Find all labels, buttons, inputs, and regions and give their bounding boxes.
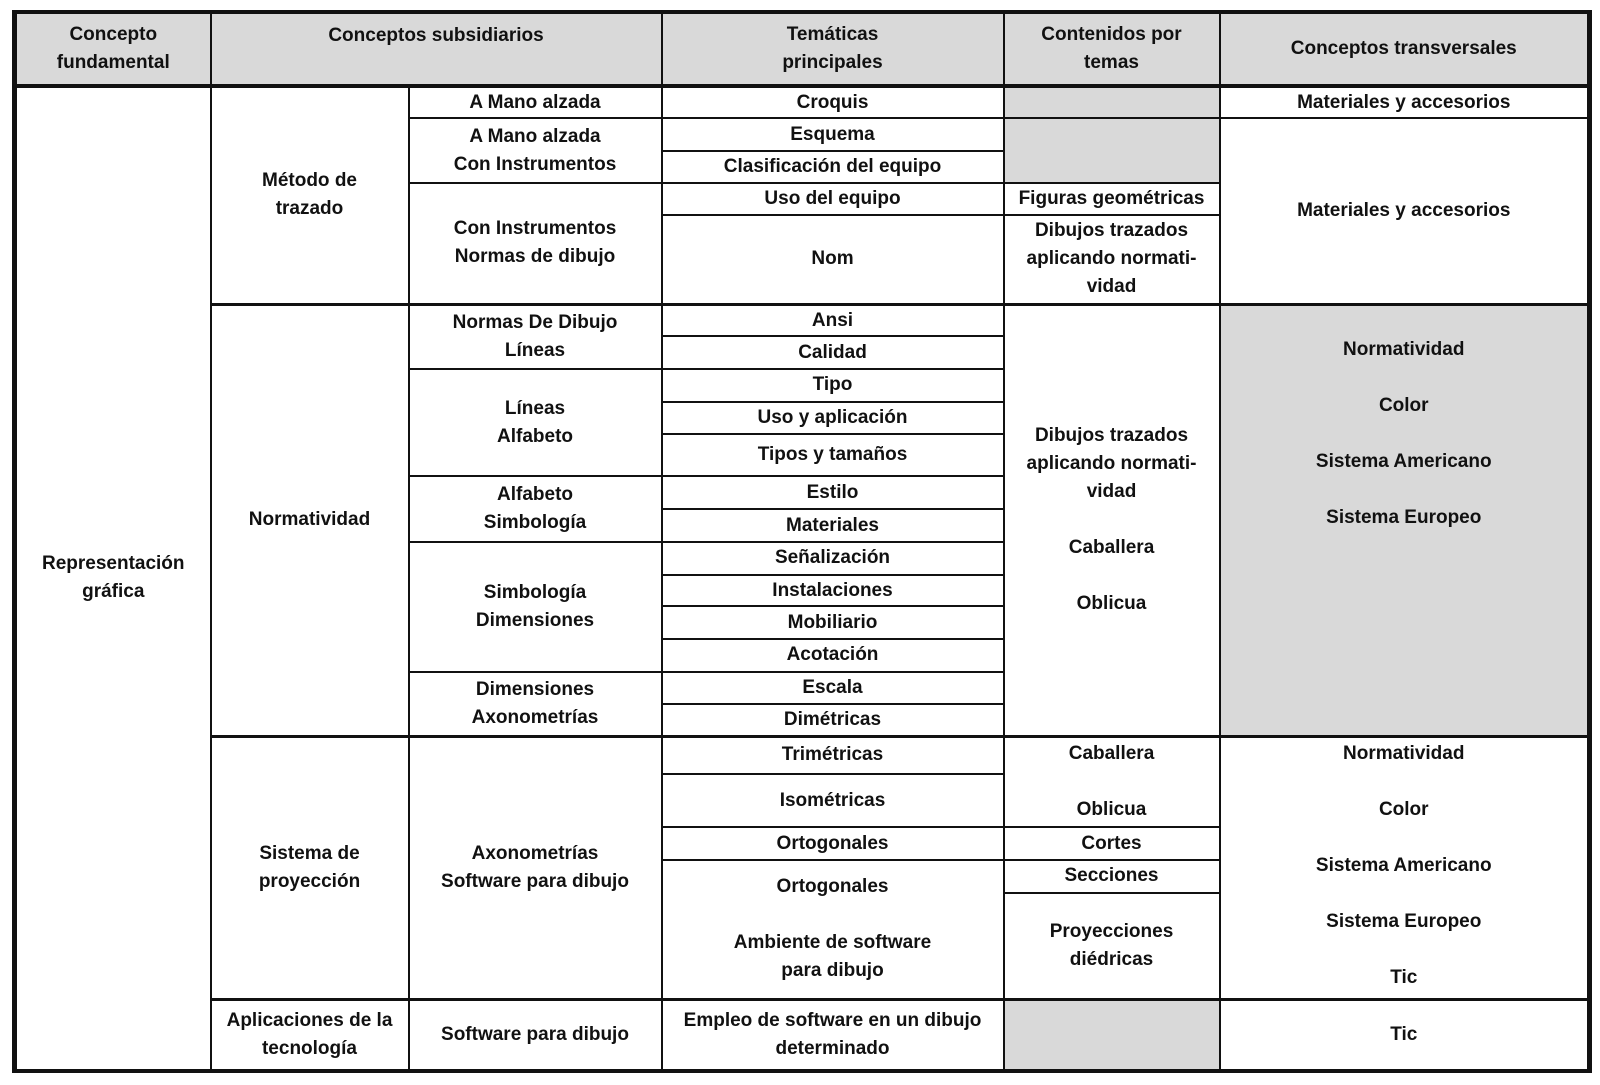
- tematica-cell: Estilo: [662, 476, 1004, 509]
- subsidiario-cell: A Mano alzada Con Instrumentos: [409, 118, 662, 182]
- subsidiario-cell: Alfabeto Simbología: [409, 476, 662, 541]
- tematica-cell: Escala: [662, 672, 1004, 704]
- tematica-cell: Tipos y tamaños: [662, 434, 1004, 477]
- tematica-cell: Uso y aplicación: [662, 402, 1004, 434]
- tematica-cell: Señalización: [662, 542, 1004, 575]
- subsidiario-cell: Simbología Dimensiones: [409, 542, 662, 672]
- subsidiario-cell: Software para dibujo: [409, 999, 662, 1071]
- empty-contenido-cell: [1004, 86, 1220, 119]
- tematica-cell: Calidad: [662, 336, 1004, 369]
- subsidiario-cell: Axonometrías Software para dibujo: [409, 736, 662, 999]
- contenido-cell: Secciones: [1004, 860, 1220, 893]
- tematica-cell: Empleo de software en un dibujo determinado: [662, 999, 1004, 1071]
- contenido-cell: Proyecciones diédricas: [1004, 893, 1220, 999]
- tematica-cell: Croquis: [662, 86, 1004, 119]
- concepto-fundamental-cell: Representación gráfica: [15, 86, 211, 1071]
- subsidiario-cell: Con Instrumentos Normas de dibujo: [409, 183, 662, 305]
- transversal-cell: Tic: [1220, 999, 1590, 1071]
- group-normatividad: Normatividad: [211, 305, 409, 737]
- empty-contenido-cell: [1004, 999, 1220, 1071]
- tematica-cell: Acotación: [662, 639, 1004, 672]
- header-contenidos-por-temas: Contenidos por temas: [1004, 12, 1220, 86]
- tematica-cell: Materiales: [662, 509, 1004, 542]
- tematica-cell: Mobiliario: [662, 606, 1004, 639]
- tematica-cell: Ortogonales Ambiente de software para dibujo: [662, 860, 1004, 999]
- header-tematicas-principales: Temáticas principales: [662, 12, 1004, 86]
- empty-contenido-cell: [1004, 118, 1220, 182]
- header-row: [15, 12, 1590, 86]
- header-concepto-fundamental: Concepto fundamental: [15, 12, 211, 86]
- group-metodo-de-trazado: Método de trazado: [211, 86, 409, 305]
- tematica-cell: Clasificación del equipo: [662, 151, 1004, 183]
- contenido-cell: Dibujos trazados aplicando normati- vidad Caballera Oblicua: [1004, 305, 1220, 737]
- tematica-cell: Isométricas: [662, 774, 1004, 827]
- transversal-cell: Normatividad Color Sistema Americano Sistema Europeo: [1220, 305, 1590, 737]
- group-sistema-de-proyeccion: Sistema de proyección: [211, 736, 409, 999]
- transversal-cell: Normatividad Color Sistema Americano Sistema Europeo Tic: [1220, 736, 1590, 999]
- tematica-cell: Ansi: [662, 305, 1004, 337]
- contenido-cell: Figuras geométricas: [1004, 183, 1220, 215]
- header-conceptos-transversales: Conceptos transversales: [1220, 12, 1590, 86]
- contenido-cell: Cortes: [1004, 827, 1220, 860]
- header-conceptos-subsidiarios: Conceptos subsidiarios: [211, 12, 662, 86]
- concept-table-container: [12, 10, 1587, 1073]
- group-aplicaciones-de-la-tecnologia: Aplicaciones de la tecnología: [211, 999, 409, 1071]
- tematica-cell: Tipo: [662, 369, 1004, 402]
- contenido-cell: Caballera Oblicua: [1004, 736, 1220, 827]
- concept-table: [12, 10, 1592, 1073]
- subsidiario-cell: A Mano alzada: [409, 86, 662, 119]
- tematica-cell: Ortogonales: [662, 827, 1004, 860]
- subsidiario-cell: Dimensiones Axonometrías: [409, 672, 662, 736]
- tematica-cell: Trimétricas: [662, 736, 1004, 774]
- tematica-cell: Instalaciones: [662, 575, 1004, 607]
- tematica-cell: Nom: [662, 215, 1004, 305]
- tematica-cell: Esquema: [662, 118, 1004, 151]
- transversal-cell: Materiales y accesorios: [1220, 86, 1590, 119]
- subsidiario-cell: Normas De Dibujo Líneas: [409, 305, 662, 369]
- subsidiario-cell: Líneas Alfabeto: [409, 369, 662, 476]
- tematica-cell: Uso del equipo: [662, 183, 1004, 215]
- transversal-cell: Materiales y accesorios: [1220, 118, 1590, 304]
- tematica-cell: Dimétricas: [662, 704, 1004, 737]
- contenido-cell: Dibujos trazados aplicando normati- vidad: [1004, 215, 1220, 305]
